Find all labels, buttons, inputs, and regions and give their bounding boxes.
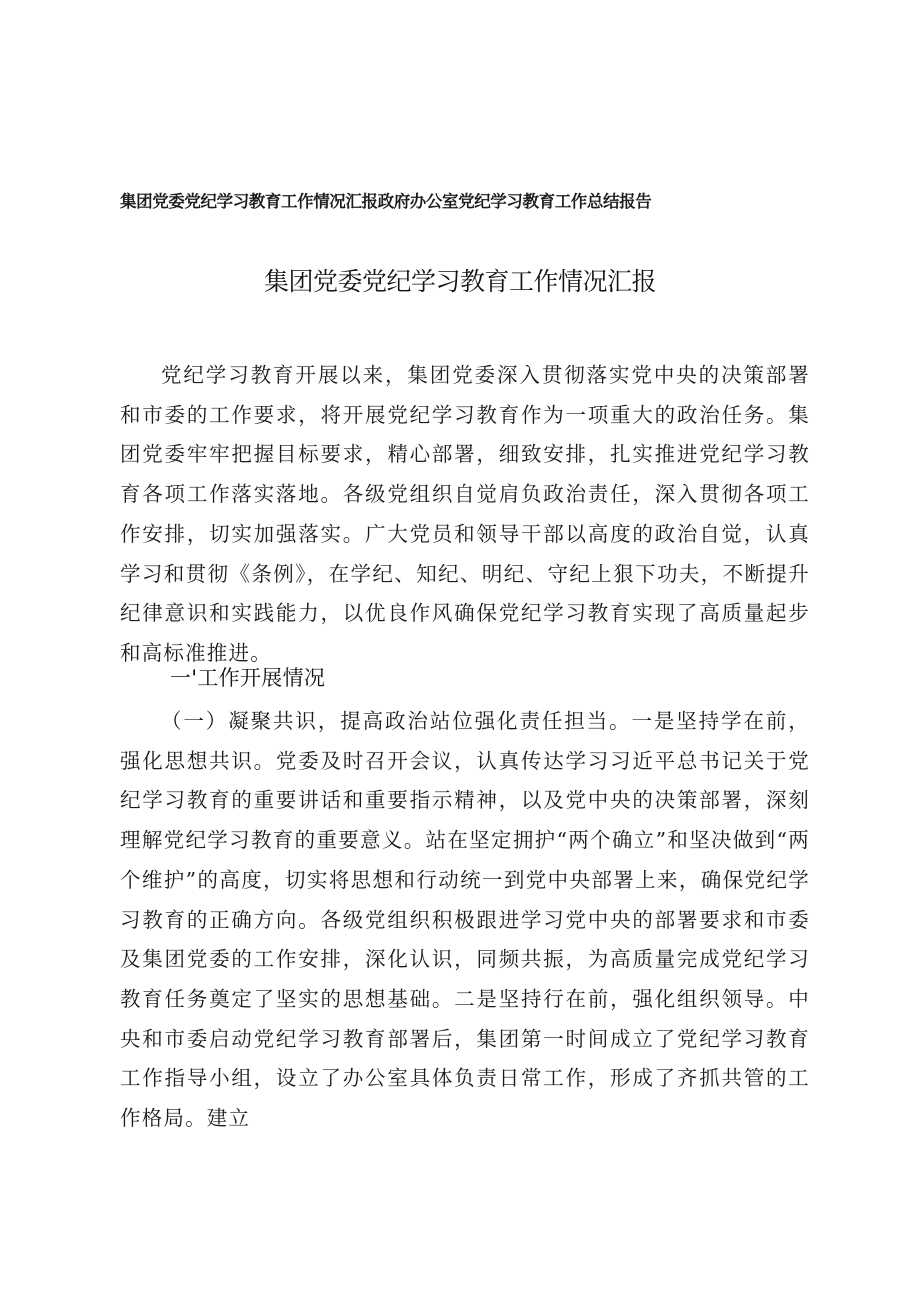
section-one-paragraph: （一）凝聚共识，提高政治站位强化责任担当。一是坚持学在前，强化思想共识。党委及时召开会议，认真传达学习习近平总书记关于党纪学习教育的重要讲话和重要指示精神，以及党中央的决策部署，深刻理解党纪学习教育的重要意义。站在坚定拥护“两个确立”和坚决做到“两个维护”的高度，切实将思想和行动统一到党中央部署上来，确保党纪学习教育的正确方向。各级党组织积极跟进学习党中央的部署要求和市委及集团党委的工作安排，深化认识，同频共振，为高质量完成党纪学习教育任务奠定了坚实的思想基础。二是坚持行在前，强化组织领导。中央和市委启动党纪学习教育部署后，集团第一时间成立了党纪学习教育工作指导小组，设立了办公室具体负责日常工作，形成了齐抓共管的工作格局。建立 [120,709,810,1131]
document-header-line: 集团党委党纪学习教育工作情况汇报政府办公室党纪学习教育工作总结报告 [120,192,652,211]
section-heading: 一'工作开展情况 [170,666,326,690]
intro-paragraph: 党纪学习教育开展以来，集团党委深入贯彻落实党中央的决策部署和市委的工作要求，将开展党纪学习教育作为一项重大的政治任务。集团党委牢牢把握目标要求，精心部署，细致安排，扎实推进党纪学习教育各项工作落实落地。各级党组织自觉肩负政治责任，深入贯彻各项工作安排，切实加强落实。广大党员和领导干部以高度的政治自觉，认真学习和贯彻《条例》，在学纪、知纪、明纪、守纪上狠下功夫，不断提升纪律意识和实践能力，以优良作风确保党纪学习教育实现了高质量起步和高标准推进。 [120,363,810,665]
document-title: 集团党委党纪学习教育工作情况汇报 [263,267,656,296]
